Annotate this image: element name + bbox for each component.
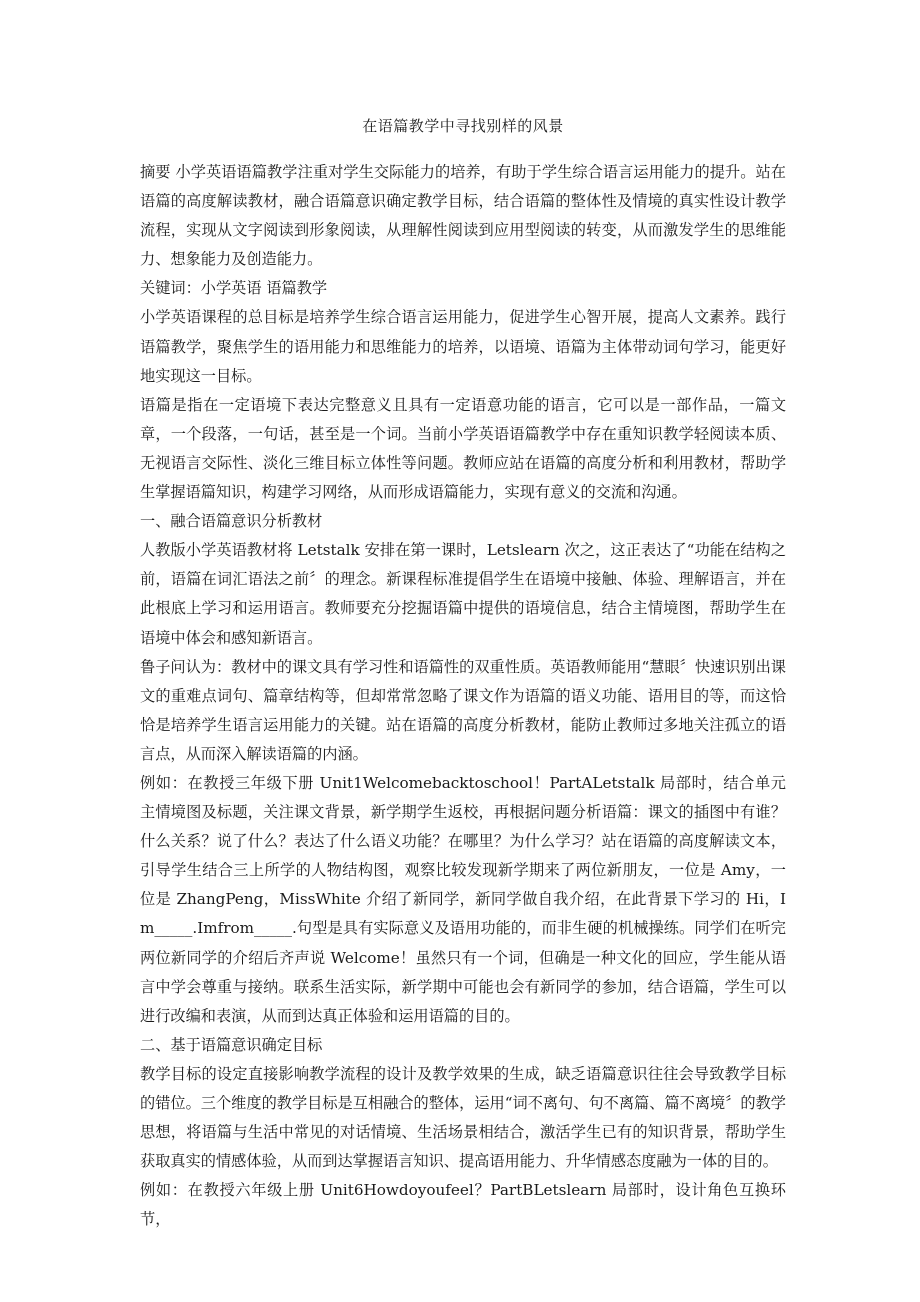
document-title: 在语篇教学中寻找别样的风景 [362, 117, 564, 135]
body-paragraph: 教学目标的设定直接影响教学流程的设计及教学效果的生成，缺乏语篇意识往往会导致教学目标的错位。三个维度的教学目标是互相融合的整体，运用“词不离句、句不离篇、篇不离境〞的教学思想，将语篇与生活中常见的对话情境、生活场景相结合，激活学生已有的知识背景，帮助学生获取真实的情感体验，从而到达掌握语言知识、提高语用能力、升华情感态度融为一体的目的。 [140, 1064, 786, 1171]
body-paragraph: 人教版小学英语教材将 Letstalk 安排在第一课时，Letslearn 次之，这正表达了“功能在结构之前，语篇在词汇语法之前〞的理念。新课程标准提倡学生在语境中接触、体验、理解语言，并在此根底上学习和运用语言。教师要充分挖掘语篇中提供的语境信息，结合主情境图，帮助学生在语境中体会和感知新语言。 [140, 541, 786, 647]
body-paragraph: 例如：在教授六年级上册 Unit6Howdoyoufeel？PartBLetslearn 局部时，设计角色互换环节， [140, 1181, 786, 1229]
body-paragraph: 例如：在教授三年级下册 Unit1Welcomebacktoschool！PartALetstalk 局部时，结合单元主情境图及标题，关注课文背景，新学期学生返校，再根据问题分析语篇：课文的插图中有谁？什么关系？说了什么？表达了什么语义功能？在哪里？为什么学习？站在语篇的高度解读文本，引导学生结合三上所学的人物结构图，观察比较发现新学期来了两位新朋友，一位是 Amy，一位是 ZhangPeng，MissWhite 介绍了新同学，新同学做自我介绍，在此背景下学习的 Hi，Im_____.Imfrom_____.句型是具有实际意义及语用功能的，而非生硬的机械操练。同学们在听完两位新同学的介绍后齐声说 Welcome！虽然只有一个词，但确是一种文化的回应，学生能从语言中学会尊重与接纳。联系生活实际，新学期中可能也会有新同学的参加，结合语篇，学生可以进行改编和表演，从而到达真正体验和运用语篇的目的。 [140, 773, 786, 1025]
section-heading-1: 一、融合语篇意识分析教材 [140, 512, 323, 531]
keywords-line: 关键词：小学英语 语篇教学 [140, 279, 328, 298]
abstract-paragraph: 摘要 小学英语语篇教学注重对学生交际能力的培养，有助于学生综合语言运用能力的提升。站在语篇的高度解读教材，融合语篇意识确定教学目标，结合语篇的整体性及情境的真实性设计教学流程，实现从文字阅读到形象阅读，从理解性阅读到应用型阅读的转变，从而激发学生的思维能力、想象能力及创造能力。 [140, 163, 786, 269]
document-page [140, 112, 786, 1234]
body-paragraph: 鲁子问认为：教材中的课文具有学习性和语篇性的双重性质。英语教师能用“慧眼〞快速识别出课文的重难点词句、篇章结构等，但却常常忽略了课文作为语篇的语义功能、语用目的等，而这恰恰是培养学生语言运用能力的关键。站在语篇的高度分析教材，能防止教师过多地关注孤立的语言点，从而深入解读语篇的内涵。 [140, 657, 786, 763]
section-heading-2: 二、基于语篇意识确定目标 [140, 1035, 323, 1054]
body-paragraph: 语篇是指在一定语境下表达完整意义且具有一定语意功能的语言，它可以是一部作品，一篇文章，一个段落，一句话，甚至是一个词。当前小学英语语篇教学中存在重知识教学轻阅读本质、无视语言交际性、淡化三维目标立体性等问题。教师应站在语篇的高度分析和利用教材，帮助学生掌握语篇知识，构建学习网络，从而形成语篇能力，实现有意义的交流和沟通。 [140, 395, 786, 502]
body-paragraph: 小学英语课程的总目标是培养学生综合语言运用能力，促进学生心智开展，提高人文素养。践行语篇教学，聚焦学生的语用能力和思维能力的培养，以语境、语篇为主体带动词句学习，能更好地实现这一目标。 [140, 308, 786, 385]
